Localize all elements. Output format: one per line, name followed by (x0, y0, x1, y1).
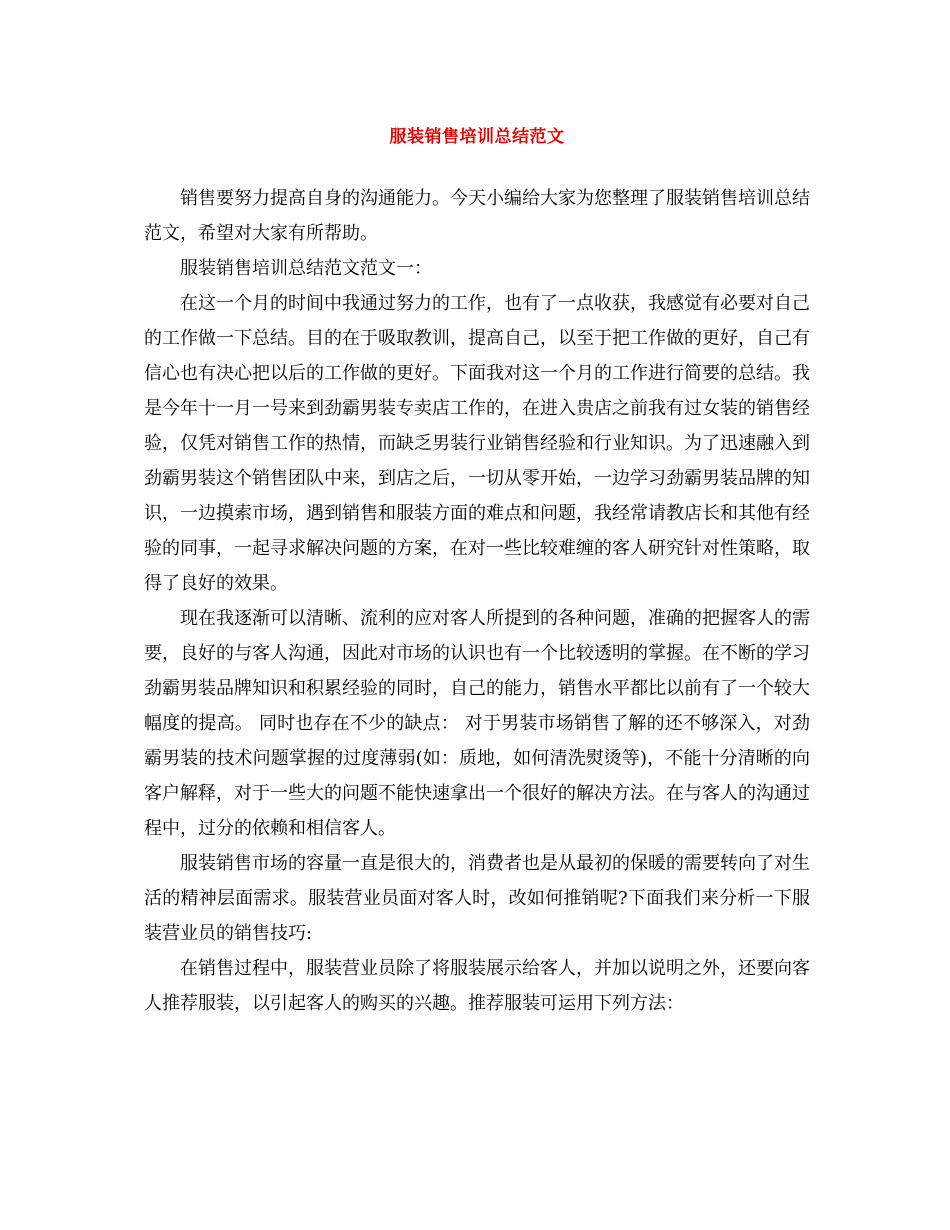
body-paragraph: 现在我逐渐可以清晰、流利的应对客人所提到的各种问题，准确的把握客人的需要，良好的与客人沟通，因此对市场的认识也有一个比较透明的掌握。在不断的学习劲霸男装品牌知识和积累经验的同时，自己的能力，销售水平都比以前有了一个较大幅度的提高。 同时也存在不少的缺点： 对于男装市场销售了解的还不够深入，对劲霸男装的技术问题掌握的过度薄弱(如：质地，如何清洗熨烫等)，不能十分清晰的向客户解释，对于一些大的问题不能快速拿出一个很好的解决方法。在与客人的沟通过程中，过分的依赖和相信客人。 (144, 608, 810, 839)
body-paragraph: 在销售过程中，服装营业员除了将服装展示给客人，并加以说明之外，还要向客人推荐服装，以引起客人的购买的兴趣。推荐服装可运用下列方法： (144, 958, 810, 1014)
document-title: 服装销售培训总结范文 (389, 127, 565, 147)
body-paragraph: 服装销售市场的容量一直是很大的，消费者也是从最初的保暖的需要转向了对生活的精神层面需求。服装营业员面对客人时，改如何推销呢?下面我们来分析一下服装营业员的销售技巧: (144, 853, 810, 944)
intro-paragraph: 销售要努力提高自身的沟通能力。今天小编给大家为您整理了服装销售培训总结范文，希望对大家有所帮助。 (144, 188, 810, 244)
section-heading-paragraph: 服装销售培训总结范文范文一： (180, 258, 432, 279)
body-paragraph: 在这一个月的时间中我通过努力的工作，也有了一点收获，我感觉有必要对自己的工作做一下总结。目的在于吸取教训，提高自己，以至于把工作做的更好，自己有信心也有决心把以后的工作做的更好。下面我对这一个月的工作进行简要的总结。我是今年十一月一号来到劲霸男装专卖店工作的，在进入贵店之前我有过女装的销售经验，仅凭对销售工作的热情，而缺乏男装行业销售经验和行业知识。为了迅速融入到劲霸男装这个销售团队中来，到店之后，一切从零开始，一边学习劲霸男装品牌的知识，一边摸索市场，遇到销售和服装方面的难点和问题，我经常请教店长和其他有经验的同事，一起寻求解决问题的方案，在对一些比较难缠的客人研究针对性策略，取得了良好的效果。 (144, 293, 810, 594)
